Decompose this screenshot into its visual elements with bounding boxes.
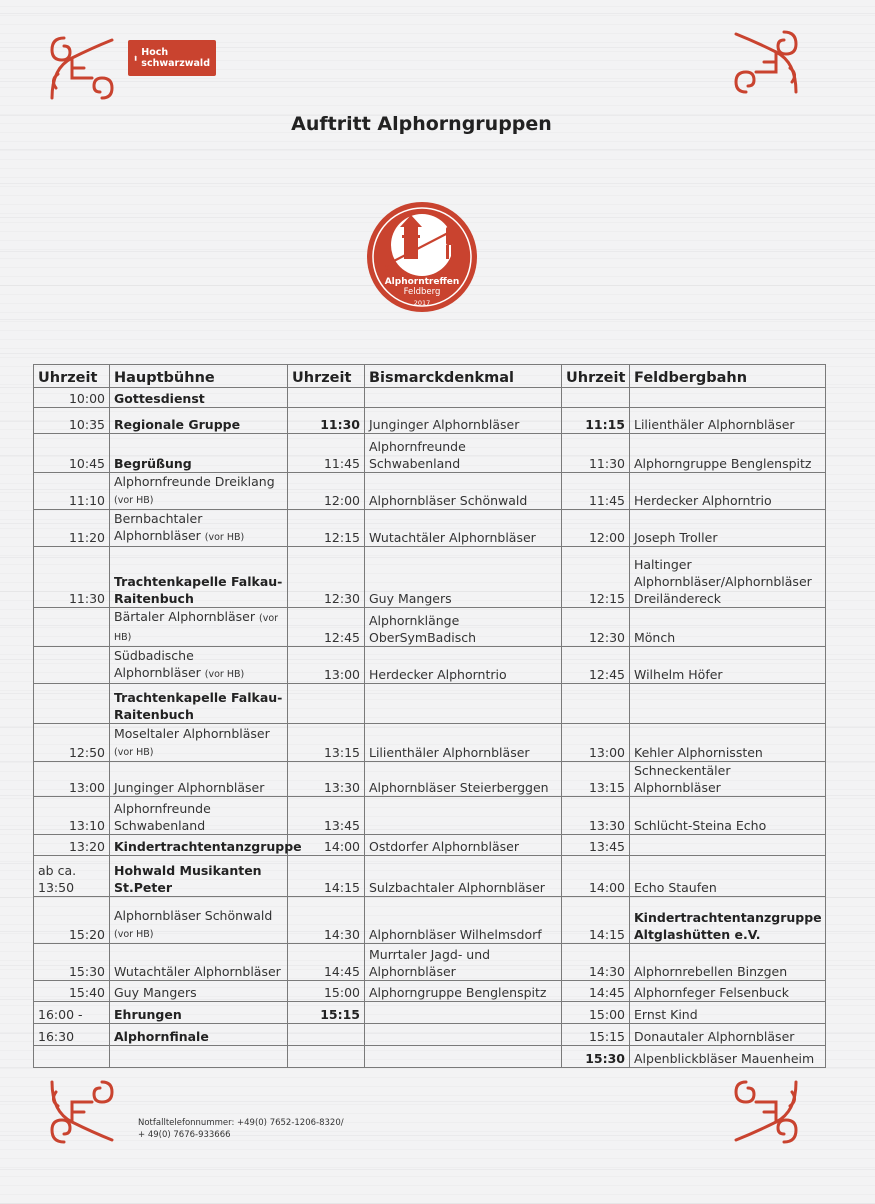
table-row <box>34 762 826 797</box>
group-name: Regionale Gruppe <box>114 417 241 432</box>
emergency-contact <box>138 1117 344 1141</box>
group-name: Guy Mangers <box>369 591 452 606</box>
time-cell <box>34 547 110 608</box>
group-name: Alphorngruppe Benglenspitz <box>369 985 547 1000</box>
time-cell <box>288 647 365 684</box>
time-cell <box>562 856 630 897</box>
group-name: Lilienthäler Alphornbläser <box>369 745 530 760</box>
group-name: Ernst Kind <box>634 1007 698 1022</box>
stage-note: (vor HB) <box>114 613 279 643</box>
time-text: 13:20 <box>68 839 105 854</box>
group-cell <box>365 1002 562 1024</box>
group-cell <box>365 434 562 473</box>
group-cell <box>630 981 826 1002</box>
time-cell <box>34 835 110 856</box>
time-cell <box>34 408 110 434</box>
group-name: Haltinger Alphornbläser/Alphornbläser Dreiländereck <box>634 557 812 606</box>
group-name: Südbadische Alphornbläser <box>114 648 201 680</box>
group-cell <box>630 473 826 510</box>
group-name: Guy Mangers <box>114 985 197 1000</box>
time-text: 12:45 <box>588 667 625 682</box>
time-cell <box>562 547 630 608</box>
time-cell <box>34 762 110 797</box>
time-text: 15:15 <box>588 1029 625 1044</box>
time-cell <box>34 981 110 1002</box>
group-cell <box>110 1002 288 1024</box>
group-cell <box>110 981 288 1002</box>
group-cell <box>630 434 826 473</box>
group-name: Junginger Alphornbläser <box>114 780 265 795</box>
group-name: Echo Staufen <box>634 880 717 895</box>
group-cell <box>630 684 826 724</box>
time-cell <box>288 510 365 547</box>
logo-line1: Alphorntreffen <box>384 277 460 287</box>
time-text: 13:00 <box>68 780 105 795</box>
time-text: 14:45 <box>588 985 625 1000</box>
group-name: Alphornfreunde Schwabenland <box>114 801 211 833</box>
group-cell <box>110 388 288 408</box>
group-cell <box>630 547 826 608</box>
time-text: 12:30 <box>323 591 360 606</box>
time-cell <box>288 473 365 510</box>
time-cell <box>288 608 365 647</box>
time-cell <box>34 647 110 684</box>
time-cell <box>562 510 630 547</box>
group-cell <box>630 897 826 944</box>
time-text: 10:00 <box>68 391 105 406</box>
group-cell <box>365 684 562 724</box>
time-text: 15:40 <box>68 985 105 1000</box>
time-text: 14:15 <box>588 927 625 942</box>
group-cell <box>365 1046 562 1068</box>
time-text: 12:45 <box>323 630 360 645</box>
group-cell <box>110 473 288 510</box>
schedule-table <box>33 364 826 1068</box>
time-cell <box>34 510 110 547</box>
time-text: 11:20 <box>68 530 105 545</box>
group-name: Alphornfinale <box>114 1029 209 1044</box>
group-name: Herdecker Alphorntrio <box>634 493 772 508</box>
time-cell <box>34 434 110 473</box>
time-cell <box>288 897 365 944</box>
group-name: Mönch <box>634 630 676 645</box>
time-text: 12:30 <box>588 630 625 645</box>
time-text: 12:00 <box>588 530 625 545</box>
group-name: Alphornklänge OberSymBadisch <box>369 613 477 645</box>
group-cell <box>365 408 562 434</box>
time-cell <box>34 388 110 408</box>
table-row <box>34 981 826 1002</box>
brand-line2: schwarzwald <box>141 58 210 69</box>
time-cell <box>288 981 365 1002</box>
time-cell <box>34 897 110 944</box>
group-cell <box>365 647 562 684</box>
time-cell <box>288 724 365 762</box>
time-cell <box>34 608 110 647</box>
table-row <box>34 944 826 981</box>
group-cell <box>365 547 562 608</box>
group-cell <box>110 608 288 647</box>
table-row <box>34 647 826 684</box>
group-cell <box>630 1024 826 1046</box>
time-text: 11:10 <box>68 493 105 508</box>
stage-note: (vor HB) <box>204 532 245 543</box>
group-name: Bernbachtaler Alphornbläser <box>114 511 203 543</box>
time-text: 11:30 <box>320 417 360 432</box>
stage-note: (vor HB) <box>114 495 154 506</box>
time-text: 13:30 <box>323 780 360 795</box>
group-cell <box>630 647 826 684</box>
group-name: Alphornrebellen Binzgen <box>634 964 788 979</box>
group-cell <box>630 408 826 434</box>
stage-note: (vor HB) <box>114 747 154 758</box>
time-cell <box>288 434 365 473</box>
group-name: Ehrungen <box>114 1007 182 1022</box>
group-cell <box>365 1024 562 1046</box>
footer-line2: + 49(0) 7676-933666 <box>138 1130 231 1140</box>
time-cell <box>562 473 630 510</box>
group-name: Wutachtäler Alphornbläser <box>369 530 536 545</box>
time-text: 15:00 <box>323 985 360 1000</box>
table-row <box>34 856 826 897</box>
table-row <box>34 434 826 473</box>
group-name: Schlücht-Steina Echo <box>634 818 767 833</box>
table-row <box>34 608 826 647</box>
time-text: 11:30 <box>588 456 625 471</box>
group-name: Begrüßung <box>114 456 192 471</box>
group-name: Moseltaler Alphornbläser <box>114 726 270 741</box>
event-logo <box>366 201 478 313</box>
group-cell <box>365 473 562 510</box>
group-name: Alphornbläser Wilhelmsdorf <box>369 927 542 942</box>
group-cell <box>110 944 288 981</box>
time-text: 12:50 <box>68 745 105 760</box>
time-cell <box>562 897 630 944</box>
time-text: 15:30 <box>68 964 105 979</box>
time-text: 14:00 <box>588 880 625 895</box>
time-cell <box>562 684 630 724</box>
group-name: Alphornfreunde Dreiklang <box>114 474 275 489</box>
table-row <box>34 1002 826 1024</box>
time-text: 16:30 <box>38 1029 75 1044</box>
table-row <box>34 1024 826 1046</box>
table-row <box>34 797 826 835</box>
time-cell <box>562 835 630 856</box>
group-cell <box>365 835 562 856</box>
header-cell: Bismarckdenkmal <box>365 365 562 388</box>
table-row <box>34 897 826 944</box>
brand-line1: Hoch <box>141 47 169 58</box>
group-cell <box>110 724 288 762</box>
time-cell <box>34 1046 110 1068</box>
table-row <box>34 684 826 724</box>
group-name: Bärtaler Alphornbläser <box>114 609 255 624</box>
table-row <box>34 1046 826 1068</box>
group-cell <box>110 1024 288 1046</box>
brand-text <box>141 47 210 69</box>
group-name: Schneckentäler Alphornbläser <box>634 763 731 795</box>
group-cell <box>365 388 562 408</box>
table-row <box>34 473 826 510</box>
time-text: 15:15 <box>320 1007 360 1022</box>
group-name: Alphornbläser Schönwald <box>114 908 273 923</box>
group-cell <box>630 856 826 897</box>
group-name: Alphornbläser Steierberggen <box>369 780 549 795</box>
stage-note: (vor HB) <box>204 669 245 680</box>
table-row <box>34 408 826 434</box>
header-cell: Feldbergbahn <box>630 365 826 388</box>
time-cell <box>288 388 365 408</box>
time-text: 15:30 <box>585 1051 625 1066</box>
group-cell <box>630 944 826 981</box>
group-cell <box>110 762 288 797</box>
header-cell: Uhrzeit <box>288 365 365 388</box>
group-name: Alphornbläser Schönwald <box>369 493 528 508</box>
page-title: Auftritt Alphorngruppen <box>291 113 552 135</box>
time-text: 13:00 <box>588 745 625 760</box>
group-cell <box>110 547 288 608</box>
group-cell <box>110 510 288 547</box>
time-cell <box>562 797 630 835</box>
group-name: Trachtenkapelle Falkau-Raitenbuch <box>114 690 283 722</box>
group-cell <box>110 434 288 473</box>
table-row <box>34 388 826 408</box>
group-cell <box>630 835 826 856</box>
group-name: Junginger Alphornbläser <box>369 417 520 432</box>
group-cell <box>110 684 288 724</box>
group-cell <box>630 1046 826 1068</box>
time-cell <box>562 944 630 981</box>
group-cell <box>110 647 288 684</box>
group-cell <box>110 408 288 434</box>
time-text: 13:45 <box>323 818 360 833</box>
group-name: Alpenblickbläser Mauenheim <box>634 1051 815 1066</box>
header-cell: Hauptbühne <box>110 365 288 388</box>
group-cell <box>365 856 562 897</box>
time-cell <box>562 1046 630 1068</box>
time-text: 11:45 <box>323 456 360 471</box>
group-cell <box>365 608 562 647</box>
group-name: Alphornfeger Felsenbuck <box>634 985 789 1000</box>
time-text: 13:15 <box>588 780 625 795</box>
logo-line2: Feldberg <box>403 287 441 297</box>
group-cell <box>365 724 562 762</box>
time-cell <box>562 1002 630 1024</box>
group-cell <box>630 1002 826 1024</box>
group-cell <box>365 762 562 797</box>
time-cell <box>562 762 630 797</box>
header-cell: Uhrzeit <box>34 365 110 388</box>
group-cell <box>630 724 826 762</box>
time-text: 11:30 <box>68 591 105 606</box>
time-text: 13:00 <box>323 667 360 682</box>
group-cell <box>630 608 826 647</box>
time-cell <box>288 1024 365 1046</box>
group-name: Wutachtäler Alphornbläser <box>114 964 281 979</box>
table-row <box>34 835 826 856</box>
time-text: 13:30 <box>588 818 625 833</box>
time-cell <box>288 856 365 897</box>
time-cell <box>288 547 365 608</box>
time-text: 11:45 <box>588 493 625 508</box>
group-cell <box>365 944 562 981</box>
group-cell <box>365 797 562 835</box>
group-name: Kehler Alphornissten <box>634 745 763 760</box>
tower-icon <box>134 48 137 68</box>
group-cell <box>110 1046 288 1068</box>
time-text: 15:00 <box>588 1007 625 1022</box>
group-name: Wilhelm Höfer <box>634 667 723 682</box>
time-cell <box>34 724 110 762</box>
group-cell <box>365 981 562 1002</box>
stage-note: (vor HB) <box>114 929 154 940</box>
time-cell <box>562 388 630 408</box>
time-text: 10:45 <box>68 456 105 471</box>
group-name: Gottesdienst <box>114 391 205 406</box>
corner-ornament-icon <box>726 1072 806 1152</box>
time-cell <box>34 684 110 724</box>
group-name: Donautaler Alphornbläser <box>634 1029 795 1044</box>
time-text: 15:20 <box>68 927 105 942</box>
footer-line1: Notfalltelefonnummer: +49(0) 7652-1206-8320/ <box>138 1118 344 1128</box>
time-cell <box>288 1002 365 1024</box>
time-text: 13:10 <box>68 818 105 833</box>
group-cell <box>110 835 302 856</box>
table-row <box>34 510 826 547</box>
time-cell <box>288 797 365 835</box>
time-cell <box>288 408 365 434</box>
corner-ornament-icon <box>726 22 806 102</box>
time-cell <box>562 1024 630 1046</box>
group-name: Hohwald Musikanten St.Peter <box>114 863 262 895</box>
group-cell <box>365 510 562 547</box>
group-cell <box>110 897 288 944</box>
table-header-row <box>34 365 826 388</box>
time-cell <box>288 944 365 981</box>
table-row <box>34 724 826 762</box>
time-text: 13:15 <box>323 745 360 760</box>
time-cell <box>562 981 630 1002</box>
time-cell <box>34 473 110 510</box>
time-text: 13:45 <box>588 839 625 854</box>
group-cell <box>110 797 288 835</box>
header-cell: Uhrzeit <box>562 365 630 388</box>
logo-year: 2017 <box>413 299 431 307</box>
time-cell <box>34 856 110 897</box>
time-text: ab ca. 13:50 <box>38 863 77 895</box>
time-cell <box>562 608 630 647</box>
time-text: 14:15 <box>323 880 360 895</box>
group-cell <box>630 797 826 835</box>
time-cell <box>34 1002 110 1024</box>
time-cell <box>288 762 365 797</box>
time-text: 12:15 <box>588 591 625 606</box>
time-text: 14:45 <box>323 964 360 979</box>
group-name: Joseph Troller <box>634 530 718 545</box>
table-row <box>34 547 826 608</box>
time-text: 16:00 - <box>38 1007 83 1022</box>
group-cell <box>630 388 826 408</box>
group-name: Kindertrachtentanzgruppe Altglashütten e.V. <box>634 910 822 942</box>
time-cell <box>562 434 630 473</box>
group-name: Murrtaler Jagd- und Alphornbläser <box>369 947 491 979</box>
group-cell <box>630 762 826 797</box>
group-name: Alphorngruppe Benglenspitz <box>634 456 812 471</box>
time-cell <box>288 684 365 724</box>
group-cell <box>365 897 562 944</box>
corner-ornament-icon <box>42 1072 122 1152</box>
time-text: 12:00 <box>323 493 360 508</box>
time-text: 14:30 <box>588 964 625 979</box>
time-text: 12:15 <box>323 530 360 545</box>
brand-logo <box>128 40 216 76</box>
group-name: Sulzbachtaler Alphornbläser <box>369 880 545 895</box>
group-name: Herdecker Alphorntrio <box>369 667 507 682</box>
time-text: 14:30 <box>323 927 360 942</box>
group-name: Ostdorfer Alphornbläser <box>369 839 519 854</box>
time-cell <box>562 724 630 762</box>
corner-ornament-icon <box>42 28 122 108</box>
group-name: Alphornfreunde Schwabenland <box>369 439 466 471</box>
group-name: Trachtenkapelle Falkau-Raitenbuch <box>114 574 283 606</box>
time-cell <box>34 1024 110 1046</box>
group-cell <box>110 856 288 897</box>
time-text: 11:15 <box>585 417 625 432</box>
time-text: 10:35 <box>68 417 105 432</box>
time-cell <box>34 797 110 835</box>
group-cell <box>630 510 826 547</box>
group-name: Kindertrachtentanzgruppe <box>114 839 302 854</box>
time-cell <box>562 647 630 684</box>
time-cell <box>34 944 110 981</box>
time-cell <box>288 1046 365 1068</box>
time-cell <box>562 408 630 434</box>
group-name: Lilienthäler Alphornbläser <box>634 417 795 432</box>
time-text: 14:00 <box>323 839 360 854</box>
